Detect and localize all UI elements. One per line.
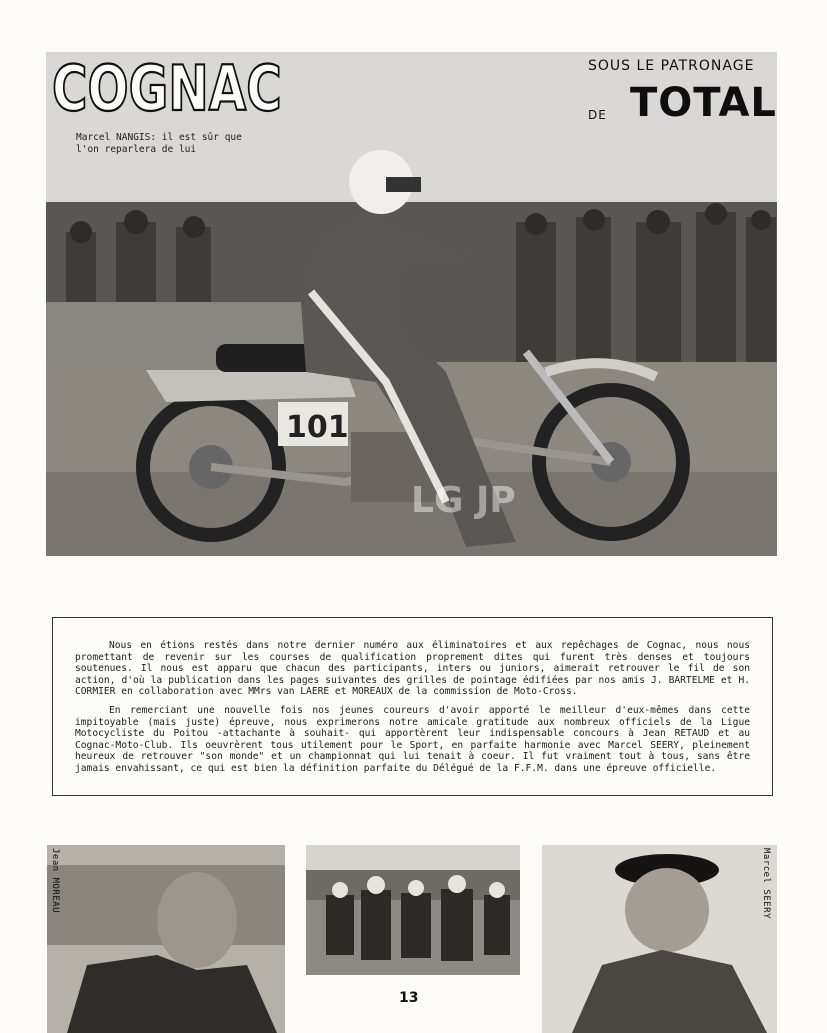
bottom-photo-center-riders [306, 845, 520, 975]
page-number: 13 [399, 990, 419, 1006]
bottom-photo-right-portrait [542, 845, 777, 1033]
article-paragraph-1: Nous en étions restés dans notre dernier numéro aux éliminatoires et aux repêchages de Cognac, nous nous promettant de revenir sur les courses de qualification proprement dites qui furent très denses et toujours soutenues. Il nous est apparu que chacun des participants, inters ou juniors, aimerait retrouver le fil de son action, d'où la publication dans les pages suivantes des grilles de pointage édifiées par nos amis J. BARTELME et H. CORMIER en collaboration avec MMrs van LAERE et MOREAUX de la commission de Moto-Cross. [75, 640, 750, 698]
main-photo-caption: Marcel NANGIS: il est sûr que l'on reparlera de lui [76, 132, 242, 155]
bike-number: 101 [286, 410, 349, 445]
watermark: LG JP [411, 480, 516, 521]
sponsor-line: SOUS LE PATRONAGE [588, 58, 755, 74]
bottom-left-caption: Jean MOREAU [50, 848, 60, 914]
bottom-photo-right-illustration [542, 845, 777, 1033]
article-box [52, 617, 773, 796]
article-paragraph-2: En remerciant une nouvelle fois nos jeunes coureurs d'avoir apporté le meilleur d'eux-mêmes dans cette impitoyable (mais juste) épreuve, nous exprimerons notre amicale gratitude aux nombreux officiels de la Ligue Motocycliste du Poitou -attachante à souhait- qui apportèrent leur indispensable concours à Jean RETAUD et au Cognac-Moto-Club. Ils oeuvrèrent tous utilement pour le Sport, en parfaite harmonie avec Marcel SEERY, pleinement heureux de retrouver "son monde" et un championnat qui lui tenait à coeur. Il fut vraiment tout à tous, sans être jamais envahissant, ce qui est bien la définition parfaite du Délégué de la F.F.M. dans une épreuve officielle. [75, 704, 750, 774]
sponsor-name: TOTAL [630, 80, 777, 126]
main-photo-motocross-rider [46, 52, 777, 556]
bottom-photo-center-illustration [306, 845, 520, 975]
bottom-photo-left-portrait [47, 845, 285, 1033]
bottom-right-caption: Marcel SEERY [761, 848, 771, 920]
page-title: COGNAC [52, 52, 282, 125]
main-photo-illustration [46, 52, 777, 556]
bottom-photo-left-illustration [47, 845, 285, 1033]
sponsor-de: DE [588, 108, 607, 122]
